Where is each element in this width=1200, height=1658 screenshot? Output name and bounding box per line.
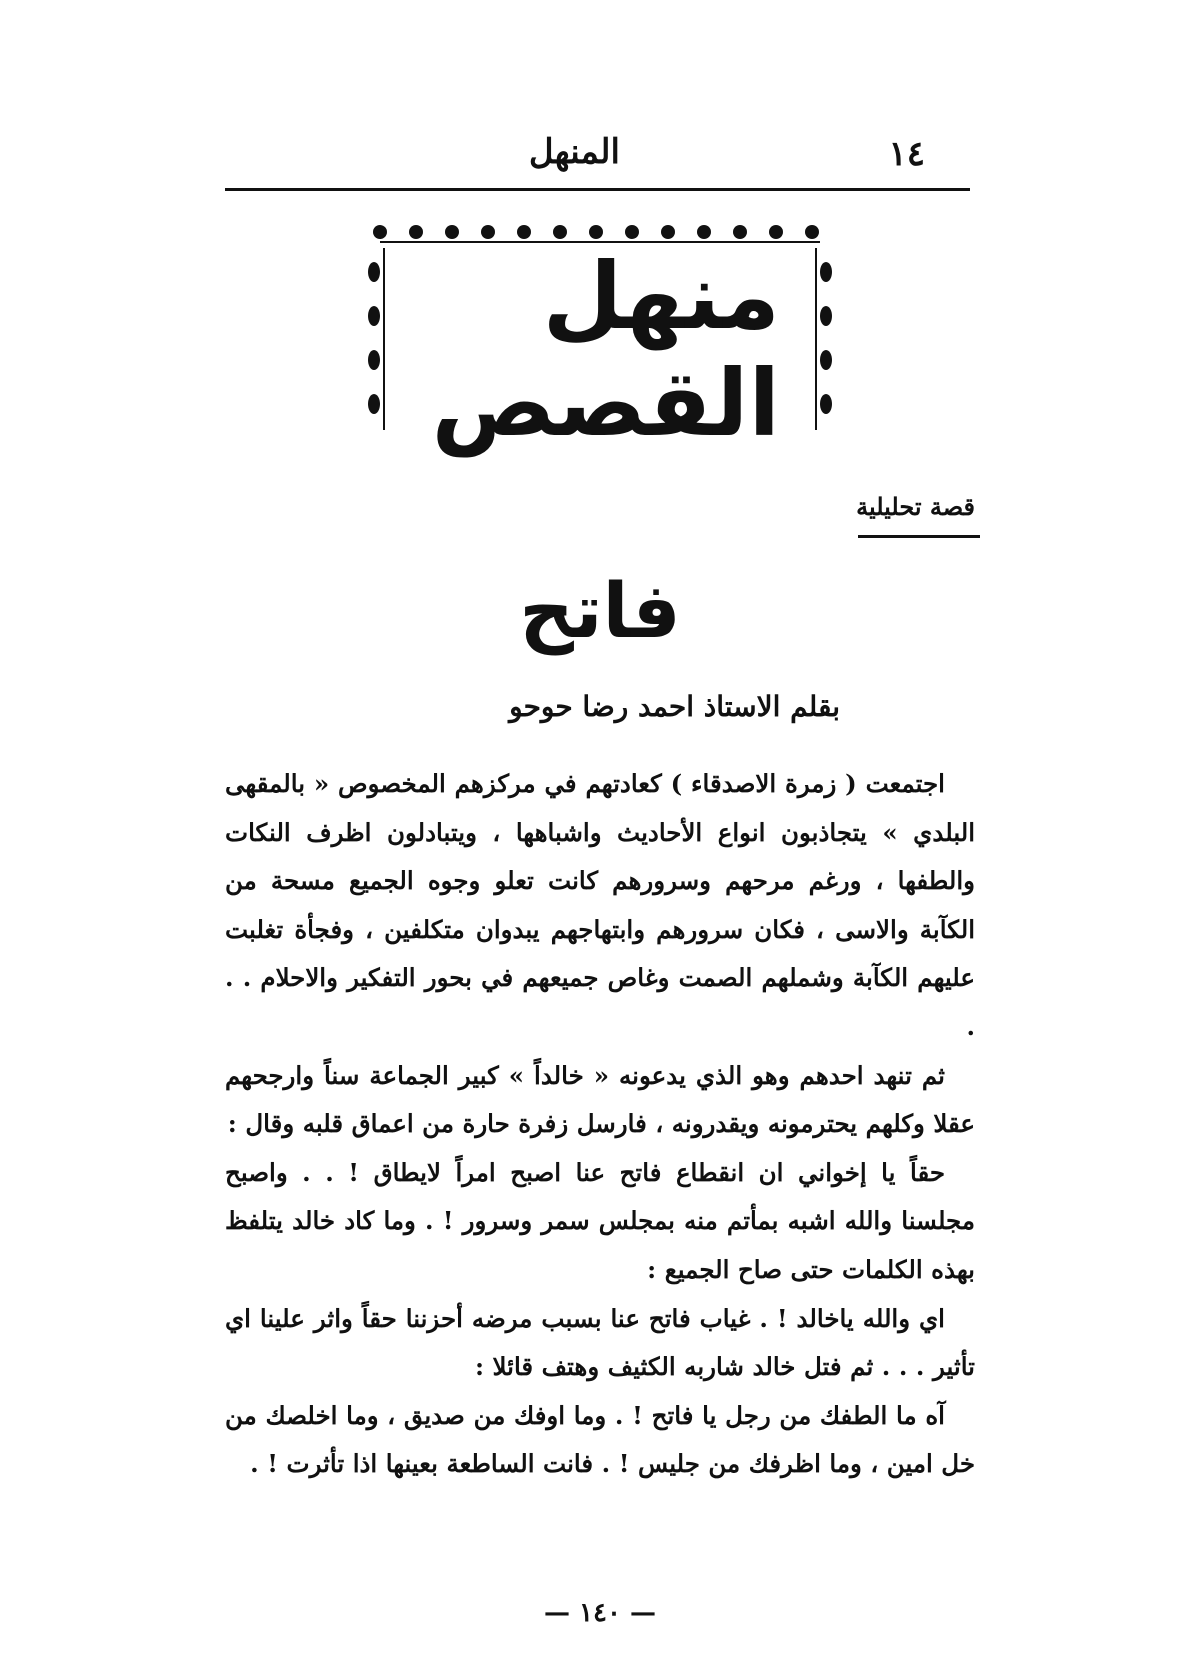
journal-title: المنهل	[528, 132, 620, 172]
paragraph: ثم تنهد احدهم وهو الذي يدعونه « خالداً » كبير الجماعة سناً وارجحهم عقلا وكلهم يحترمونه ويقدرونه ، فارسل زفرة حارة من اعماق قلبه وقال :	[225, 1060, 975, 1139]
category-underline	[858, 535, 980, 538]
paragraph: اجتمعت ( زمرة الاصدقاء ) كعادتهم في مركزهم المخصوص « بالمقهى البلدي » يتجاذبون انواع الأحاديث واشباهها ، ويتبادلون اظرف النكات والطفها ، ورغم مرحهم وسرورهم كانت تعلو وجوه الجميع مسحة من الكآبة والاسى ، فكان سرورهم وابتهاجهم يبدوان متكلفين ، وفجأة تغلبت عليهم الكآبة وشملهم الصمت وغاص جميعهم في بحور التفكير والاحلام . . .	[225, 769, 975, 1041]
story-category: قصة تحليلية	[856, 492, 975, 521]
fleuron-column-right	[820, 262, 832, 414]
page-number: ١٤	[888, 134, 925, 174]
paragraph: حقاً يا إخواني ان انقطاع فاتح عنا اصبح امراً لايطاق ! . . واصبح مجلسنا والله اشبه بمأتم منه بمجلس سمر وسرور ! . وما كاد خالد يتلفظ بهذه الكلمات حتى صاح الجميع :	[225, 1157, 975, 1284]
section-title-calligraphy: منهل القصص	[431, 243, 780, 457]
paragraph: اي والله ياخالد ! . غياب فاتح عنا بسبب مرضه أحزننا حقاً واثر علينا اي تأثير . . . ثم فتل خالد شاربه الكثيف وهتف قائلا :	[225, 1303, 975, 1382]
fleuron-column-left	[368, 262, 380, 414]
header-rule	[225, 188, 970, 191]
footer-page-number: — ١٤٠ —	[543, 1598, 657, 1628]
fleuron-row-top	[373, 225, 819, 239]
running-header	[225, 130, 965, 182]
paragraph: آه ما الطفك من رجل يا فاتح ! . وما اوفك من صديق ، وما اخلصك من خل امين ، وما اظرفك من جليس ! . فانت الساطعة بعينها اذا تأثرت ! .	[225, 1400, 975, 1479]
story-body	[225, 760, 975, 1489]
story-title: فاتح	[519, 565, 681, 655]
author-byline: بقلم الاستاذ احمد رضا حوحو	[509, 690, 840, 723]
